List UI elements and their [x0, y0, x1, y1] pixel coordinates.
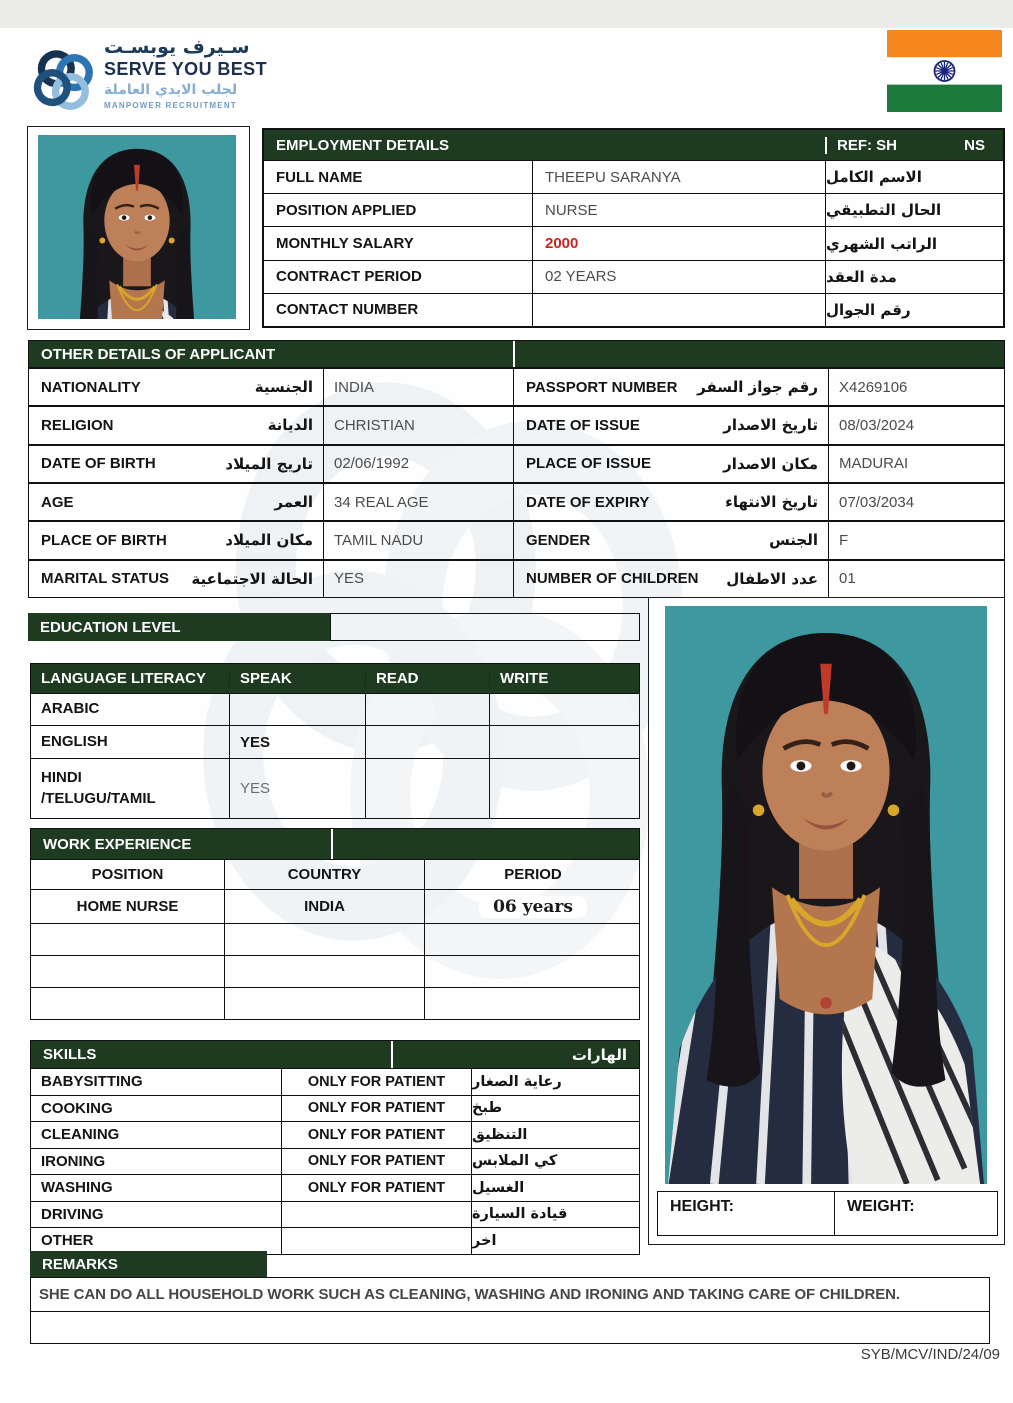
field-label-arabic: مكان الاصدار: [723, 454, 818, 473]
skills-title: SKILLS: [43, 1046, 97, 1063]
field-value: [532, 294, 825, 326]
field-label: PLACE OF ISSUE: [526, 455, 652, 473]
work-experience-title: WORK EXPERIENCE: [43, 835, 192, 853]
skills-header: [31, 1041, 639, 1068]
position-value: [31, 924, 224, 955]
skills-table: [30, 1040, 640, 1255]
table-row: [31, 758, 639, 818]
field-label: NATIONALITY: [41, 378, 141, 396]
column-header: LANGUAGE LITERACY: [41, 670, 206, 687]
skill-label-arabic: رعاية الصغار: [471, 1069, 641, 1095]
country-value: INDIA: [224, 890, 424, 923]
language-name: HINDI /TELUGU/TAMIL: [41, 769, 156, 807]
field-label: AGE: [41, 493, 74, 511]
field-value: MADURAI: [828, 446, 1006, 482]
skill-value: ONLY FOR PATIENT: [281, 1096, 471, 1122]
skill-label: COOKING: [41, 1099, 113, 1117]
skill-label-arabic: طبخ: [471, 1096, 641, 1122]
height-weight-row: [657, 1191, 998, 1236]
applicant-portrait-image-large: [665, 606, 987, 1184]
column-header: READ: [365, 670, 489, 687]
table-row: [29, 559, 1004, 597]
write-value: [489, 759, 641, 818]
india-flag-icon: [887, 30, 1002, 112]
field-value: CHRISTIAN: [323, 407, 513, 443]
header-divider: [513, 341, 515, 367]
field-labels: [29, 369, 323, 405]
company-tagline-arabic: لجلب الايدي العاملة: [104, 82, 238, 98]
salary-value: 2000: [532, 227, 825, 259]
field-label: POSITION APPLIED: [276, 201, 417, 219]
skill-label: OTHER: [41, 1232, 94, 1250]
other-details-header: [29, 341, 1004, 367]
field-labels: [513, 369, 828, 405]
field-label: MONTHLY SALARY: [276, 235, 414, 252]
field-label-arabic: رقم جواز السفر: [697, 378, 818, 397]
header-divider: [391, 1041, 393, 1068]
field-label-arabic: رقم الجوال: [825, 294, 1007, 326]
field-value: TAMIL NADU: [323, 522, 513, 558]
skill-label-arabic: اخر: [471, 1228, 641, 1254]
speak-value: [229, 694, 365, 725]
table-row: [31, 725, 639, 758]
position-value: [31, 988, 224, 1019]
country-value: [224, 988, 424, 1019]
field-value: NURSE: [532, 194, 825, 226]
field-label: NUMBER OF CHILDREN: [526, 570, 699, 588]
field-labels: [29, 484, 323, 520]
write-value: [489, 694, 641, 725]
period-value: [424, 924, 641, 955]
table-row: [29, 520, 1004, 558]
field-label-arabic: العمر: [274, 493, 313, 512]
other-details-table: [28, 340, 1005, 598]
write-value: [489, 726, 641, 758]
language-table-header: [31, 664, 639, 693]
field-label-arabic: تاريخ الاصدار: [723, 416, 818, 435]
company-logo-text: [104, 36, 274, 110]
speak-value: YES: [229, 759, 365, 818]
column-header: WRITE: [489, 670, 641, 687]
field-value: 02/06/1992: [323, 446, 513, 482]
remarks-header: [30, 1251, 267, 1277]
field-label: DATE OF BIRTH: [41, 455, 156, 473]
skill-label: IRONING: [41, 1152, 106, 1170]
table-row: [31, 1174, 639, 1201]
field-value: THEEPU SARANYA: [532, 161, 825, 193]
language-name: ARABIC: [41, 700, 100, 718]
read-value: [365, 694, 489, 725]
table-row: [264, 160, 1003, 193]
ref-value: NS: [964, 136, 985, 154]
field-label: CONTRACT PERIOD: [276, 268, 422, 286]
field-label-arabic: عدد الاطفال: [726, 569, 818, 588]
table-row: [31, 1201, 639, 1228]
field-label: RELIGION: [41, 416, 114, 434]
speak-value: YES: [229, 726, 365, 758]
skill-label-arabic: التنظيق: [471, 1122, 641, 1148]
column-header: POSITION: [91, 866, 164, 883]
remarks-title: REMARKS: [42, 1255, 118, 1273]
skill-label: DRIVING: [41, 1205, 104, 1223]
field-value: 07/03/2034: [828, 484, 1006, 520]
table-row: [31, 1148, 639, 1175]
ref-label: REF: SH: [837, 136, 897, 154]
country-value: [224, 924, 424, 955]
reference-cell: [825, 137, 1007, 154]
skill-label: BABYSITTING: [41, 1073, 143, 1091]
table-row: [31, 1227, 639, 1254]
applicant-photo-large-box: [648, 597, 1005, 1245]
weight-label: WEIGHT:: [834, 1192, 997, 1235]
field-label-arabic: الراتب الشهري: [825, 227, 1007, 259]
education-level-section: [28, 613, 640, 641]
field-value: 01: [828, 561, 1006, 597]
period-value: [424, 956, 641, 987]
document-reference-code: SYB/MCV/IND/24/09: [860, 1346, 1000, 1363]
skill-value: [281, 1228, 471, 1254]
remarks-box: [30, 1277, 990, 1344]
work-column-headers: [31, 859, 639, 889]
field-value: X4269106: [828, 369, 1006, 405]
table-row: [31, 889, 639, 923]
position-value: [31, 956, 224, 987]
company-name: SERVE YOU BEST: [104, 59, 267, 79]
field-value: 34 REAL AGE: [323, 484, 513, 520]
field-label-arabic: مكان الميلاد: [225, 531, 313, 550]
field-label: DATE OF EXPIRY: [526, 493, 650, 511]
table-row: [31, 1095, 639, 1122]
read-value: [365, 759, 489, 818]
other-details-title: OTHER DETAILS OF APPLICANT: [41, 345, 276, 363]
work-experience-header: [31, 829, 639, 859]
field-labels: [29, 446, 323, 482]
table-row: [31, 987, 639, 1019]
field-labels: [29, 407, 323, 443]
skill-value: ONLY FOR PATIENT: [281, 1069, 471, 1095]
table-row: [264, 293, 1003, 326]
field-labels: [29, 522, 323, 558]
field-label-arabic: الحال التطبيقي: [825, 194, 1007, 226]
field-label-arabic: الجنسية: [254, 378, 313, 397]
field-label-arabic: الاسم الكامل: [825, 161, 1007, 193]
field-labels: [29, 561, 323, 597]
table-row: [264, 226, 1003, 259]
column-header: SPEAK: [229, 670, 365, 687]
skill-value: ONLY FOR PATIENT: [281, 1149, 471, 1175]
company-name-arabic: سـيرف يوبسـت: [104, 36, 250, 58]
table-row: [264, 193, 1003, 226]
skill-label: WASHING: [41, 1179, 113, 1197]
company-tagline: MANPOWER RECRUITMENT: [104, 101, 237, 110]
field-label-arabic: الديانة: [267, 416, 313, 435]
applicant-portrait-image: [38, 135, 236, 319]
scan-top-strip: [0, 0, 1013, 28]
field-label: PASSPORT NUMBER: [526, 378, 678, 396]
table-row: [29, 405, 1004, 443]
field-value: F: [828, 522, 1006, 558]
field-value: 08/03/2024: [828, 407, 1006, 443]
skill-value: ONLY FOR PATIENT: [281, 1122, 471, 1148]
language-name: ENGLISH: [41, 732, 108, 750]
field-label: DATE OF ISSUE: [526, 416, 640, 434]
field-label-arabic: تاريخ الانتهاء: [725, 493, 818, 512]
company-logo-icon: [26, 40, 100, 120]
work-experience-table: [30, 828, 640, 1020]
table-row: [31, 923, 639, 955]
table-row: [31, 955, 639, 987]
height-label: HEIGHT:: [670, 1198, 734, 1215]
education-header: [28, 613, 330, 641]
skill-value: [281, 1202, 471, 1228]
position-value: HOME NURSE: [76, 898, 179, 915]
remarks-text: SHE CAN DO ALL HOUSEHOLD WORK SUCH AS CLEANING, WASHING AND IRONING AND TAKING CARE OF CHILDREN.: [31, 1278, 989, 1312]
country-value: [224, 956, 424, 987]
column-header: PERIOD: [424, 860, 641, 889]
field-value: 02 YEARS: [532, 261, 825, 293]
table-row: [29, 367, 1004, 405]
table-row: [264, 260, 1003, 293]
skill-label-arabic: الغسيل: [471, 1175, 641, 1201]
field-label-arabic: مدة العقد: [825, 261, 1007, 293]
field-label: CONTACT NUMBER: [276, 301, 419, 319]
table-row: [29, 444, 1004, 482]
employment-title: EMPLOYMENT DETAILS: [276, 136, 450, 154]
column-header: COUNTRY: [224, 860, 424, 889]
field-label: GENDER: [526, 531, 591, 549]
field-value: YES: [323, 561, 513, 597]
language-literacy-table: [30, 663, 640, 819]
field-labels: [513, 407, 828, 443]
applicant-photo-small: [27, 126, 250, 330]
field-label-arabic: الحالة الاجتماعية: [191, 569, 313, 588]
table-row: [31, 693, 639, 725]
field-label: MARITAL STATUS: [41, 570, 170, 588]
table-row: [31, 1121, 639, 1148]
education-title: EDUCATION LEVEL: [40, 618, 181, 636]
skill-label: CLEANING: [41, 1126, 120, 1144]
employment-details-table: [262, 128, 1005, 328]
skill-value: ONLY FOR PATIENT: [281, 1175, 471, 1201]
employment-header: [264, 130, 1003, 160]
field-label: PLACE OF BIRTH: [41, 531, 167, 549]
read-value: [365, 726, 489, 758]
field-labels: [513, 522, 828, 558]
field-label-arabic: تاريج الميلاد: [225, 454, 313, 473]
field-labels: [513, 446, 828, 482]
table-row: [29, 482, 1004, 520]
field-label: FULL NAME: [276, 168, 363, 186]
period-badge: 06 years: [479, 896, 587, 918]
period-value: [424, 890, 641, 923]
field-label-arabic: الجنس: [769, 531, 818, 550]
skills-title-arabic: الهارات: [571, 1045, 627, 1064]
period-value: [424, 988, 641, 1019]
field-labels: [513, 484, 828, 520]
table-row: [31, 1068, 639, 1095]
field-labels: [513, 561, 828, 597]
field-value: INDIA: [323, 369, 513, 405]
education-value-cell: [330, 613, 640, 641]
header-divider: [331, 829, 333, 859]
skill-label-arabic: قيادة السيارة: [471, 1202, 641, 1228]
skill-label-arabic: كي الملابس: [471, 1149, 641, 1175]
